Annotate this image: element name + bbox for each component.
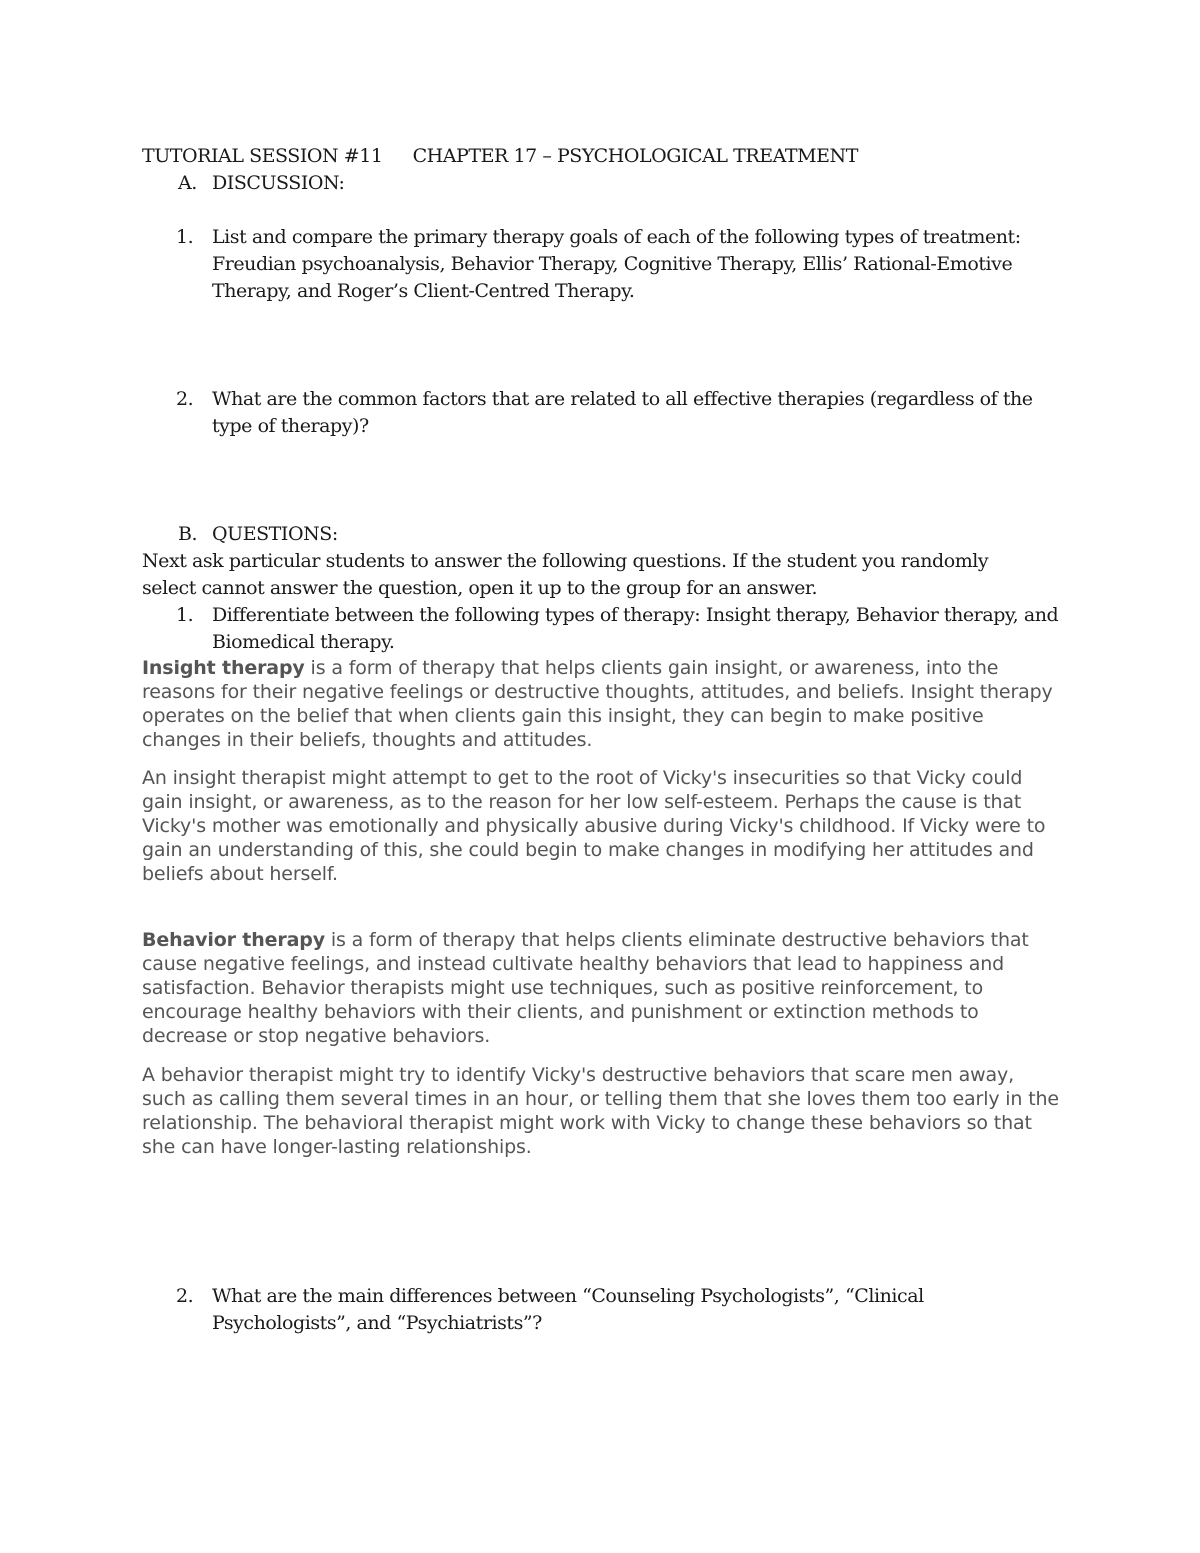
behavior-therapy-paragraph — [142, 928, 1062, 1048]
questions-intro: Next ask particular students to answer the following questions. If the student you randomly select cannot answer the question, open it up to the group for an answer. — [142, 550, 989, 599]
section-b-title: QUESTIONS: — [212, 523, 338, 545]
behavior-therapy-definition: is a form of therapy that helps clients eliminate destructive behaviors that cause negative feelings, and instead cultivate healthy behaviors that lead to happiness and satisfaction. Behavior therapists might use techniques, such as positive reinforcement, to encourage healthy behaviors with their clients, and punishment or extinction methods to decrease or stop negative behaviors. — [142, 929, 1029, 1047]
item-text: Differentiate between the following types of therapy: Insight therapy, Behavior therapy, and Biomedical therapy. — [212, 604, 1059, 653]
insight-therapy-term: Insight therapy — [142, 657, 305, 679]
section-a-letter: A. — [178, 172, 197, 194]
item-number: 2. — [176, 388, 194, 410]
section-a-title: DISCUSSION: — [212, 172, 345, 194]
chapter-label: CHAPTER 17 – PSYCHOLOGICAL TREATMENT — [412, 145, 858, 167]
item-text: List and compare the primary therapy goals of each of the following types of treatment: Freudian psychoanalysis, Behavior Therapy, Cognitive Therapy, Ellis’ Rational-Emotive Therapy, and Roger’s Client-Centred Therapy. — [212, 226, 1021, 302]
item-number: 2. — [176, 1285, 194, 1307]
item-text: What are the main differences between “Counseling Psychologists”, “Clinical Psychologists”, and “Psychiatrists”? — [212, 1285, 924, 1334]
section-b-letter: B. — [178, 523, 198, 545]
session-label: TUTORIAL SESSION #11 — [142, 145, 383, 167]
document-title — [142, 143, 858, 170]
behavior-therapy-term: Behavior therapy — [142, 929, 325, 951]
item-text: What are the common factors that are related to all effective therapies (regardless of the type of therapy)? — [212, 388, 1033, 437]
insight-therapy-example: An insight therapist might attempt to get to the root of Vicky's insecurities so that Vicky could gain insight, or awareness, as to the reason for her low self-esteem. Perhaps the cause is that Vicky's mother was emotionally and physically abusive during Vicky's childhood. If Vicky were to gain an understanding of this, she could begin to make changes in modifying her attitudes and beliefs about herself. — [142, 767, 1046, 885]
item-number: 1. — [176, 226, 194, 248]
item-number: 1. — [176, 604, 194, 626]
behavior-therapy-example: A behavior therapist might try to identify Vicky's destructive behaviors that scare men away, such as calling them several times in an hour, or telling them that she loves them too early in the relationship. The behavioral therapist might work with Vicky to change these behaviors so that she can have longer-lasting relationships. — [142, 1064, 1059, 1158]
insight-therapy-paragraph — [142, 656, 1062, 752]
insight-therapy-definition: is a form of therapy that helps clients gain insight, or awareness, into the reasons for their negative feelings or destructive thoughts, attitudes, and beliefs. Insight therapy operates on the belief that when clients gain this insight, they can begin to make positive changes in their beliefs, thoughts and attitudes. — [142, 657, 1053, 751]
